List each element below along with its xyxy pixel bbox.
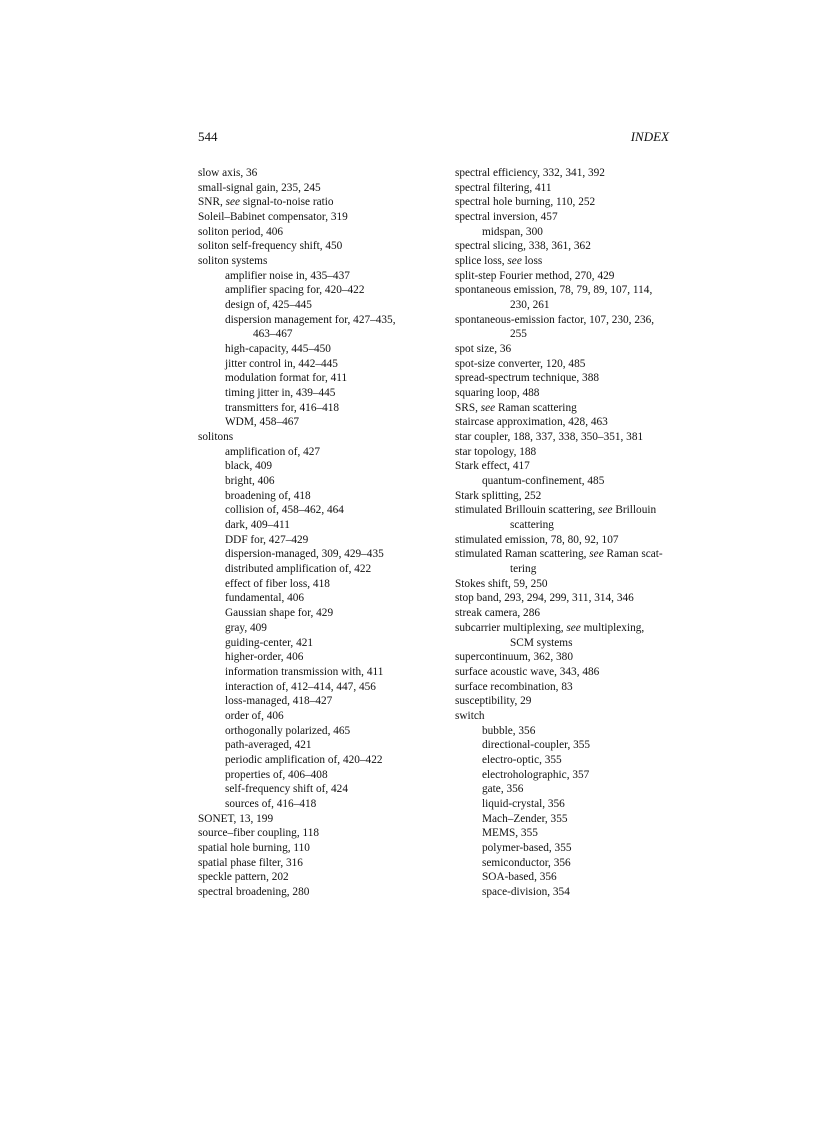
index-entry xyxy=(198,239,438,254)
index-subentry xyxy=(455,738,675,753)
entry-text: surface acoustic wave, 343, 486 xyxy=(455,665,600,678)
index-subentry xyxy=(198,386,438,401)
index-subentry xyxy=(455,753,675,768)
entry-text: Stark splitting, 252 xyxy=(455,489,542,502)
entry-text: spatial phase filter, 316 xyxy=(198,856,303,869)
index-subentry xyxy=(455,812,675,827)
entry-text: 463–467 xyxy=(253,328,293,341)
index-subentry xyxy=(198,591,438,606)
entry-text: properties of, 406–408 xyxy=(225,768,328,781)
index-entry xyxy=(455,181,675,196)
index-entry xyxy=(198,826,438,841)
index-entry xyxy=(455,547,675,562)
index-entry xyxy=(455,415,675,430)
entry-text: dispersion-managed, 309, 429–435 xyxy=(225,548,384,561)
entry-text: spectral inversion, 457 xyxy=(455,211,558,224)
entry-text: dark, 409–411 xyxy=(225,519,290,532)
entry-text: solitons xyxy=(198,431,234,444)
entry-text: space-division, 354 xyxy=(482,885,570,898)
entry-text: stimulated Raman scattering, xyxy=(455,548,590,561)
index-entry xyxy=(455,386,675,401)
entry-text: Mach–Zender, 355 xyxy=(482,812,568,825)
see-reference: see xyxy=(507,255,522,268)
index-subentry xyxy=(198,577,438,592)
entry-text: amplifier spacing for, 420–422 xyxy=(225,284,365,297)
entry-text: self-frequency shift of, 424 xyxy=(225,783,348,796)
index-entry xyxy=(455,606,675,621)
index-entry xyxy=(198,430,438,445)
index-subentry xyxy=(198,636,438,651)
entry-text: SRS, xyxy=(455,401,481,414)
index-entry xyxy=(198,812,438,827)
entry-text: amplification of, 427 xyxy=(225,445,321,458)
entry-text: splice loss, xyxy=(455,255,508,268)
index-entry-continuation xyxy=(455,327,675,342)
entry-text: jitter control in, 442–445 xyxy=(225,357,338,370)
entry-text: 230, 261 xyxy=(510,299,550,312)
entry-text: periodic amplification of, 420–422 xyxy=(225,753,383,766)
entry-text: semiconductor, 356 xyxy=(482,856,571,869)
entry-text: SCM systems xyxy=(510,636,573,649)
index-entry xyxy=(455,459,675,474)
index-subentry xyxy=(455,474,675,489)
entry-text: spot size, 36 xyxy=(455,343,512,356)
entry-text: soliton self-frequency shift, 450 xyxy=(198,240,343,253)
index-entry xyxy=(455,533,675,548)
entry-text: Gaussian shape for, 429 xyxy=(225,607,334,620)
index-entry xyxy=(455,210,675,225)
entry-text: interaction of, 412–414, 447, 456 xyxy=(225,680,376,693)
entry-text: spontaneous emission, 78, 79, 89, 107, 114, xyxy=(455,284,653,297)
index-subentry xyxy=(198,753,438,768)
entry-text: electroholographic, 357 xyxy=(482,768,590,781)
index-subentry xyxy=(198,357,438,372)
entry-text: spectral hole burning, 110, 252 xyxy=(455,196,596,209)
entry-text: spatial hole burning, 110 xyxy=(198,841,310,854)
entry-text: stimulated emission, 78, 80, 92, 107 xyxy=(455,533,619,546)
entry-text: modulation format for, 411 xyxy=(225,372,348,385)
index-subentry xyxy=(455,885,675,900)
entry-text: loss-managed, 418–427 xyxy=(225,695,333,708)
entry-text: amplifier noise in, 435–437 xyxy=(225,269,350,282)
entry-text: tering xyxy=(510,563,537,576)
index-entry xyxy=(198,870,438,885)
index-subentry xyxy=(455,768,675,783)
entry-text: polymer-based, 355 xyxy=(482,841,572,854)
index-entry-continuation xyxy=(455,636,675,651)
entry-text: spot-size converter, 120, 485 xyxy=(455,357,586,370)
entry-text: star coupler, 188, 337, 338, 350–351, 381 xyxy=(455,431,644,444)
index-entry xyxy=(455,621,675,636)
entry-text: split-step Fourier method, 270, 429 xyxy=(455,269,615,282)
index-entry xyxy=(455,254,675,269)
entry-text: MEMS, 355 xyxy=(482,827,538,840)
entry-text: squaring loop, 488 xyxy=(455,387,540,400)
entry-text: susceptibility, 29 xyxy=(455,695,532,708)
index-subentry xyxy=(198,665,438,680)
running-header xyxy=(198,129,669,145)
index-subentry xyxy=(198,342,438,357)
index-subentry xyxy=(455,826,675,841)
index-entry xyxy=(455,166,675,181)
entry-text: spontaneous-emission factor, 107, 230, 236, xyxy=(455,313,655,326)
index-subentry xyxy=(198,401,438,416)
index-subentry xyxy=(455,782,675,797)
index-subentry xyxy=(198,694,438,709)
index-subentry xyxy=(198,371,438,386)
entry-text: path-averaged, 421 xyxy=(225,739,312,752)
index-entry-continuation xyxy=(455,298,675,313)
entry-text: liquid-crystal, 356 xyxy=(482,797,565,810)
index-entry xyxy=(455,489,675,504)
index-entry xyxy=(455,195,675,210)
entry-text: 255 xyxy=(510,328,527,341)
entry-text: Soleil–Babinet compensator, 319 xyxy=(198,211,348,224)
index-subentry xyxy=(198,474,438,489)
entry-text: spectral slicing, 338, 361, 362 xyxy=(455,240,591,253)
entry-text: design of, 425–445 xyxy=(225,299,312,312)
entry-text: broadening of, 418 xyxy=(225,489,311,502)
entry-text: orthogonally polarized, 465 xyxy=(225,724,351,737)
index-entry-continuation xyxy=(455,562,675,577)
running-title: INDEX xyxy=(630,129,669,144)
entry-text: bubble, 356 xyxy=(482,724,536,737)
index-subentry xyxy=(198,459,438,474)
entry-text: SOA-based, 356 xyxy=(482,871,557,884)
index-subentry xyxy=(198,313,438,328)
see-reference: see xyxy=(480,401,496,414)
entry-text: high-capacity, 445–450 xyxy=(225,343,331,356)
entry-text: guiding-center, 421 xyxy=(225,636,314,649)
entry-text: spread-spectrum technique, 388 xyxy=(455,372,599,385)
index-entry xyxy=(455,445,675,460)
entry-text: soliton period, 406 xyxy=(198,225,284,238)
entry-text: soliton systems xyxy=(198,255,268,268)
see-reference: see xyxy=(598,504,613,517)
index-entry xyxy=(455,665,675,680)
page-number: 544 xyxy=(198,129,218,144)
index-subentry xyxy=(198,269,438,284)
index-subentry xyxy=(455,870,675,885)
index-column-left xyxy=(198,166,438,900)
index-subentry xyxy=(455,797,675,812)
index-subentry xyxy=(198,533,438,548)
entry-text: star topology, 188 xyxy=(455,445,537,458)
index-entry xyxy=(455,371,675,386)
see-reference: see xyxy=(589,548,604,561)
entry-text: source–fiber coupling, 118 xyxy=(198,827,319,840)
entry-text: SNR, xyxy=(198,196,226,209)
entry-text: quantum-confinement, 485 xyxy=(482,475,605,488)
index-subentry xyxy=(455,841,675,856)
entry-text: midspan, 300 xyxy=(482,225,543,238)
index-subentry xyxy=(198,489,438,504)
entry-text: multiplexing, xyxy=(580,621,645,634)
entry-text: spectral efficiency, 332, 341, 392 xyxy=(455,167,605,179)
entry-text: electro-optic, 355 xyxy=(482,753,562,766)
index-subentry xyxy=(198,445,438,460)
index-entry xyxy=(455,283,675,298)
entry-text: Brillouin xyxy=(612,504,657,517)
entry-text: dispersion management for, 427–435, xyxy=(225,313,396,326)
entry-text: information transmission with, 411 xyxy=(225,665,384,678)
index-entry xyxy=(455,591,675,606)
index-entry xyxy=(198,210,438,225)
entry-text: higher-order, 406 xyxy=(225,651,304,664)
entry-text: sources of, 416–418 xyxy=(225,797,317,810)
index-entry xyxy=(455,269,675,284)
index-subentry xyxy=(198,283,438,298)
entry-text: effect of fiber loss, 418 xyxy=(225,577,330,590)
index-subentry xyxy=(198,768,438,783)
index-entry xyxy=(198,856,438,871)
entry-text: Raman scattering xyxy=(495,401,577,414)
index-entry xyxy=(455,313,675,328)
entry-text: SONET, 13, 199 xyxy=(198,812,274,825)
index-entry xyxy=(455,680,675,695)
entry-text: black, 409 xyxy=(225,460,273,473)
entry-text: staircase approximation, 428, 463 xyxy=(455,416,608,429)
entry-text: Stark effect, 417 xyxy=(455,460,530,473)
entry-text: spectral broadening, 280 xyxy=(198,885,310,898)
index-entry xyxy=(455,342,675,357)
index-entry xyxy=(455,650,675,665)
index-subentry xyxy=(455,724,675,739)
index-subentry xyxy=(198,298,438,313)
entry-text: order of, 406 xyxy=(225,709,284,722)
entry-text: switch xyxy=(455,709,485,722)
index-entry xyxy=(455,430,675,445)
entry-text: timing jitter in, 439–445 xyxy=(225,387,336,400)
index-subentry xyxy=(198,738,438,753)
index-subentry xyxy=(198,547,438,562)
index-entry-continuation xyxy=(198,327,438,342)
index-subentry xyxy=(198,680,438,695)
index-subentry xyxy=(455,225,675,240)
entry-text: loss xyxy=(521,255,543,268)
index-entry xyxy=(198,195,438,210)
entry-text: stop band, 293, 294, 299, 311, 314, 346 xyxy=(455,592,634,605)
index-entry xyxy=(198,254,438,269)
entry-text: Raman scat- xyxy=(603,548,663,561)
entry-text: slow axis, 36 xyxy=(198,167,258,179)
entry-text: stimulated Brillouin scattering, xyxy=(455,504,599,517)
index-subentry xyxy=(198,797,438,812)
entry-text: Stokes shift, 59, 250 xyxy=(455,577,548,590)
index-subentry xyxy=(198,650,438,665)
entry-text: transmitters for, 416–418 xyxy=(225,401,340,414)
entry-text: spectral filtering, 411 xyxy=(455,181,552,194)
see-reference: see xyxy=(566,621,581,634)
index-entry xyxy=(198,166,438,181)
entry-text: WDM, 458–467 xyxy=(225,416,300,429)
index-entry xyxy=(455,694,675,709)
index-entry xyxy=(455,577,675,592)
index-entry xyxy=(455,401,675,416)
index-entry xyxy=(455,357,675,372)
index-entry xyxy=(455,239,675,254)
index-column-right xyxy=(455,166,675,900)
index-subentry xyxy=(198,621,438,636)
index-entry xyxy=(198,181,438,196)
index-entry-continuation xyxy=(455,518,675,533)
entry-text: gray, 409 xyxy=(225,621,267,634)
index-subentry xyxy=(198,724,438,739)
entry-text: scattering xyxy=(510,519,554,532)
index-entry xyxy=(198,885,438,900)
entry-text: streak camera, 286 xyxy=(455,607,540,620)
index-subentry xyxy=(455,856,675,871)
index-entry xyxy=(455,503,675,518)
entry-text: bright, 406 xyxy=(225,475,275,488)
see-reference: see xyxy=(225,196,241,209)
entry-text: distributed amplification of, 422 xyxy=(225,563,372,576)
index-entry xyxy=(198,841,438,856)
entry-text: gate, 356 xyxy=(482,783,524,796)
entry-text: supercontinuum, 362, 380 xyxy=(455,651,573,664)
entry-text: surface recombination, 83 xyxy=(455,680,573,693)
entry-text: collision of, 458–462, 464 xyxy=(225,504,344,517)
entry-text: signal-to-noise ratio xyxy=(240,196,334,209)
index-subentry xyxy=(198,518,438,533)
entry-text: fundamental, 406 xyxy=(225,592,305,605)
index-subentry xyxy=(198,606,438,621)
entry-text: small-signal gain, 235, 245 xyxy=(198,181,321,194)
index-entry xyxy=(455,709,675,724)
index-subentry xyxy=(198,415,438,430)
entry-text: subcarrier multiplexing, xyxy=(455,621,567,634)
index-subentry xyxy=(198,562,438,577)
index-subentry xyxy=(198,709,438,724)
index-subentry xyxy=(198,503,438,518)
entry-text: DDF for, 427–429 xyxy=(225,533,309,546)
entry-text: directional-coupler, 355 xyxy=(482,739,591,752)
index-subentry xyxy=(198,782,438,797)
index-entry xyxy=(198,225,438,240)
entry-text: speckle pattern, 202 xyxy=(198,871,289,884)
